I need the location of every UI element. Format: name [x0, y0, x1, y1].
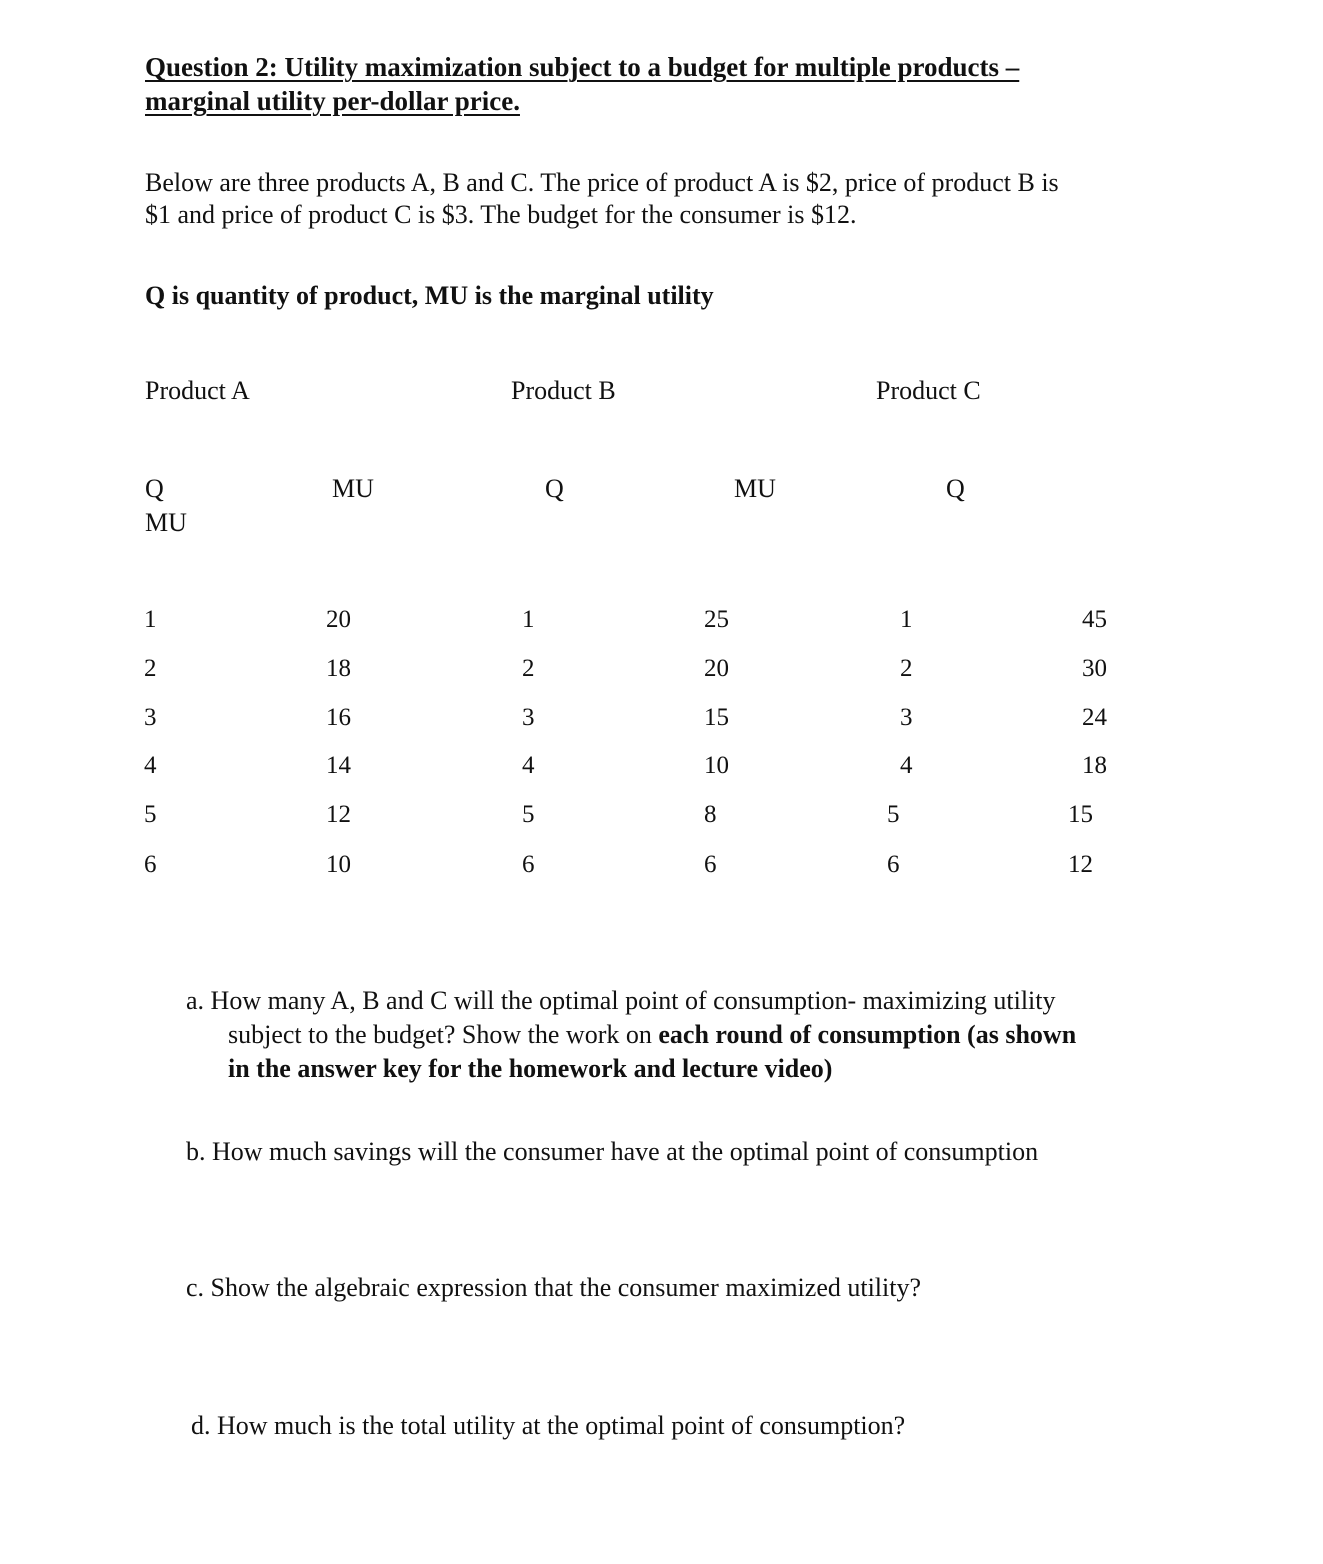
column-header-a-mu: MU: [332, 474, 374, 503]
question-a-line-2: [228, 1018, 1076, 1052]
question-c-text: Show the algebraic expression that the consumer maximized utility?: [210, 1273, 922, 1302]
product-b-heading: Product B: [511, 376, 616, 405]
question-title: [145, 50, 1019, 118]
a-q-cell: 3: [144, 704, 157, 731]
column-header-a-q: Q: [145, 474, 164, 503]
question-d: [191, 1409, 905, 1443]
b-mu-cell: 20: [704, 655, 729, 682]
c-q-cell: 6: [887, 851, 900, 878]
column-header-b-q: Q: [545, 474, 564, 503]
c-mu-cell: 18: [1082, 752, 1107, 779]
b-q-cell: 2: [522, 655, 535, 682]
b-q-cell: 5: [522, 801, 535, 828]
c-mu-cell: 12: [1068, 851, 1093, 878]
b-mu-cell: 8: [704, 801, 717, 828]
question-a-line-3: [228, 1052, 832, 1086]
a-q-cell: 2: [144, 655, 157, 682]
question-title-line-2: marginal utility per-dollar price.: [145, 86, 520, 116]
a-mu-cell: 20: [326, 606, 351, 633]
c-q-cell: 4: [900, 752, 913, 779]
question-title-line-1: Question 2: Utility maximization subject to a budget for multiple products –: [145, 52, 1020, 82]
a-mu-cell: 14: [326, 752, 351, 779]
question-a: [186, 984, 1055, 1018]
b-q-cell: 6: [522, 851, 535, 878]
question-a-line-1: How many A, B and C will the optimal point of consumption- maximizing utility: [210, 986, 1056, 1015]
c-q-cell: 5: [887, 801, 900, 828]
column-header-b-mu: MU: [734, 474, 776, 503]
c-mu-cell: 30: [1082, 655, 1107, 682]
intro-line-2: $1 and price of product C is $3. The budget for the consumer is $12.: [145, 200, 857, 229]
b-q-cell: 3: [522, 704, 535, 731]
a-q-cell: 6: [144, 851, 157, 878]
definition-text: Q is quantity of product, MU is the marginal utility: [145, 281, 714, 310]
a-mu-cell: 16: [326, 704, 351, 731]
c-mu-cell: 45: [1082, 606, 1107, 633]
product-a-heading: Product A: [145, 376, 250, 405]
question-a-line-2-text: subject to the budget? Show the work on: [228, 1020, 659, 1049]
question-c-label: c.: [186, 1273, 205, 1302]
column-header-c-q: Q: [946, 474, 965, 503]
c-mu-cell: 15: [1068, 801, 1093, 828]
a-q-cell: 5: [144, 801, 157, 828]
c-q-cell: 2: [900, 655, 913, 682]
product-c-heading: Product C: [876, 376, 981, 405]
c-q-cell: 1: [900, 606, 913, 633]
b-mu-cell: 25: [704, 606, 729, 633]
b-mu-cell: 15: [704, 704, 729, 731]
question-c: [186, 1271, 921, 1305]
b-mu-cell: 6: [704, 851, 717, 878]
column-header-a-q-mu: MU: [145, 508, 187, 537]
question-b: [186, 1135, 1038, 1169]
question-a-line-3-bold: in the answer key for the homework and lecture video): [228, 1054, 833, 1083]
question-b-text: How much savings will the consumer have at the optimal point of consumption: [212, 1137, 1039, 1166]
a-q-cell: 1: [144, 606, 157, 633]
c-q-cell: 3: [900, 704, 913, 731]
question-a-line-2-bold: each round of consumption (as shown: [658, 1020, 1077, 1049]
question-d-label: d.: [191, 1411, 211, 1440]
intro-line-1: Below are three products A, B and C. The price of product A is $2, price of product B is: [145, 168, 1059, 197]
b-q-cell: 1: [522, 606, 535, 633]
intro-paragraph: [145, 167, 1059, 231]
question-d-text: How much is the total utility at the optimal point of consumption?: [217, 1411, 906, 1440]
a-mu-cell: 18: [326, 655, 351, 682]
a-mu-cell: 12: [326, 801, 351, 828]
c-mu-cell: 24: [1082, 704, 1107, 731]
question-a-label: a.: [186, 986, 205, 1015]
a-q-cell: 4: [144, 752, 157, 779]
b-q-cell: 4: [522, 752, 535, 779]
a-mu-cell: 10: [326, 851, 351, 878]
question-b-label: b.: [186, 1137, 206, 1166]
b-mu-cell: 10: [704, 752, 729, 779]
